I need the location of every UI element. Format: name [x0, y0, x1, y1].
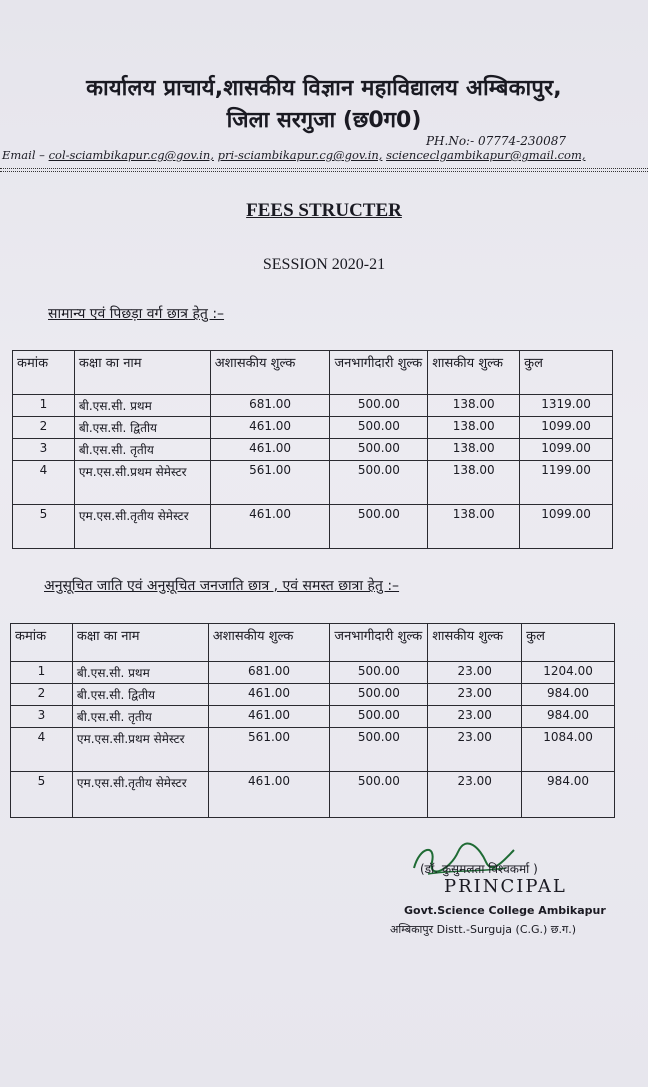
total-cell: 984.00: [522, 684, 615, 706]
serial-cell: 2: [13, 417, 75, 439]
private-fee-cell: 681.00: [210, 395, 330, 417]
college-stamp-line2: अम्बिकापुर Distt.-Surguja (C.G.) छ.ग.): [390, 923, 576, 936]
phone-number: PH.No:- 07774-230087: [425, 134, 566, 148]
government-fee-cell: 23.00: [428, 684, 522, 706]
serial-cell: 4: [13, 461, 75, 505]
government-fee-cell: 23.00: [428, 728, 522, 772]
class-cell: बी.एस.सी. द्वितीय: [72, 684, 208, 706]
email-label: Email –: [2, 148, 49, 162]
class-cell: बी.एस.सी. प्रथम: [74, 395, 210, 417]
col-government-fee: शासकीय शुल्क: [428, 351, 520, 395]
table-header-row: [13, 351, 613, 395]
total-cell: 1099.00: [520, 439, 613, 461]
government-fee-cell: 23.00: [428, 706, 522, 728]
total-cell: 984.00: [522, 772, 615, 818]
table-row: [11, 662, 615, 684]
class-cell: बी.एस.सी. तृतीय: [74, 439, 210, 461]
col-serial: कमांक: [11, 624, 73, 662]
table-row: [11, 684, 615, 706]
class-cell: एम.एस.सी.प्रथम सेमेस्टर: [74, 461, 210, 505]
janbhagidari-fee-cell: 500.00: [330, 728, 428, 772]
serial-cell: 1: [13, 395, 75, 417]
col-private-fee: अशासकीय शुल्क: [208, 624, 330, 662]
college-stamp-line1: Govt.Science College Ambikapur: [404, 904, 606, 917]
principal-name: (डॉ. कुसुमलता विश्वकर्मा ): [420, 862, 538, 876]
table-header-row: [11, 624, 615, 662]
serial-cell: 3: [13, 439, 75, 461]
private-fee-cell: 461.00: [208, 684, 330, 706]
table-row: [13, 461, 613, 505]
serial-cell: 5: [13, 505, 75, 549]
table-row: [11, 706, 615, 728]
col-total: कुल: [520, 351, 613, 395]
email-gmail: scienceclgambikapur@gmail.com,: [386, 148, 586, 162]
section2-heading: अनुसूचित जाति एवं अनुसूचित जनजाति छात्र , एवं समस्त छात्रा हेतु :–: [44, 578, 400, 594]
private-fee-cell: 461.00: [210, 505, 330, 549]
document-title: FEES STRUCTER: [246, 200, 402, 221]
janbhagidari-fee-cell: 500.00: [330, 684, 428, 706]
table-row: [13, 439, 613, 461]
email-line: [2, 148, 586, 162]
janbhagidari-fee-cell: 500.00: [330, 505, 428, 549]
principal-designation: PRINCIPAL: [444, 876, 567, 897]
section1-heading: सामान्य एवं पिछड़ा वर्ग छात्र हेतु :–: [48, 306, 225, 322]
col-government-fee: शासकीय शुल्क: [428, 624, 522, 662]
serial-cell: 4: [11, 728, 73, 772]
private-fee-cell: 681.00: [208, 662, 330, 684]
col-janbhagidari-fee: जनभागीदारी शुल्क: [330, 624, 428, 662]
private-fee-cell: 561.00: [208, 728, 330, 772]
government-fee-cell: 138.00: [428, 395, 520, 417]
col-total: कुल: [522, 624, 615, 662]
col-class-name: कक्षा का नाम: [72, 624, 208, 662]
table-row: [13, 395, 613, 417]
total-cell: 1199.00: [520, 461, 613, 505]
private-fee-cell: 461.00: [208, 706, 330, 728]
office-title: कार्यालय प्राचार्य,शासकीय विज्ञान महाविद्यालय अम्बिकापुर,: [86, 76, 562, 101]
fees-table-sc-st: [10, 623, 615, 818]
government-fee-cell: 138.00: [428, 417, 520, 439]
private-fee-cell: 561.00: [210, 461, 330, 505]
class-cell: एम.एस.सी.तृतीय सेमेस्टर: [74, 505, 210, 549]
total-cell: 1204.00: [522, 662, 615, 684]
table-row: [13, 417, 613, 439]
session-label: SESSION 2020-21: [262, 256, 386, 273]
header-rule: [0, 168, 648, 169]
serial-cell: 1: [11, 662, 73, 684]
private-fee-cell: 461.00: [210, 439, 330, 461]
col-janbhagidari-fee: जनभागीदारी शुल्क: [330, 351, 428, 395]
email-college: col-sciambikapur.cg@gov.in,: [48, 148, 214, 162]
col-private-fee: अशासकीय शुल्क: [210, 351, 330, 395]
class-cell: बी.एस.सी. द्वितीय: [74, 417, 210, 439]
janbhagidari-fee-cell: 500.00: [330, 662, 428, 684]
table-row: [13, 505, 613, 549]
government-fee-cell: 23.00: [428, 662, 522, 684]
government-fee-cell: 138.00: [428, 505, 520, 549]
serial-cell: 3: [11, 706, 73, 728]
janbhagidari-fee-cell: 500.00: [330, 706, 428, 728]
total-cell: 1099.00: [520, 417, 613, 439]
government-fee-cell: 138.00: [428, 461, 520, 505]
col-serial: कमांक: [13, 351, 75, 395]
private-fee-cell: 461.00: [208, 772, 330, 818]
email-principal: pri-sciambikapur.cg@gov.in,: [217, 148, 383, 162]
serial-cell: 2: [11, 684, 73, 706]
header-rule: [0, 171, 648, 172]
total-cell: 1099.00: [520, 505, 613, 549]
government-fee-cell: 138.00: [428, 439, 520, 461]
government-fee-cell: 23.00: [428, 772, 522, 818]
table-row: [11, 772, 615, 818]
private-fee-cell: 461.00: [210, 417, 330, 439]
class-cell: एम.एस.सी.प्रथम सेमेस्टर: [72, 728, 208, 772]
table-row: [11, 728, 615, 772]
class-cell: बी.एस.सी. तृतीय: [72, 706, 208, 728]
class-cell: एम.एस.सी.तृतीय सेमेस्टर: [72, 772, 208, 818]
janbhagidari-fee-cell: 500.00: [330, 417, 428, 439]
janbhagidari-fee-cell: 500.00: [330, 461, 428, 505]
serial-cell: 5: [11, 772, 73, 818]
janbhagidari-fee-cell: 500.00: [330, 439, 428, 461]
district-title: जिला सरगुजा (छ0ग0): [226, 108, 422, 133]
total-cell: 1084.00: [522, 728, 615, 772]
col-class-name: कक्षा का नाम: [74, 351, 210, 395]
janbhagidari-fee-cell: 500.00: [330, 395, 428, 417]
total-cell: 984.00: [522, 706, 615, 728]
class-cell: बी.एस.सी. प्रथम: [72, 662, 208, 684]
total-cell: 1319.00: [520, 395, 613, 417]
janbhagidari-fee-cell: 500.00: [330, 772, 428, 818]
fees-table-general: [12, 350, 613, 549]
